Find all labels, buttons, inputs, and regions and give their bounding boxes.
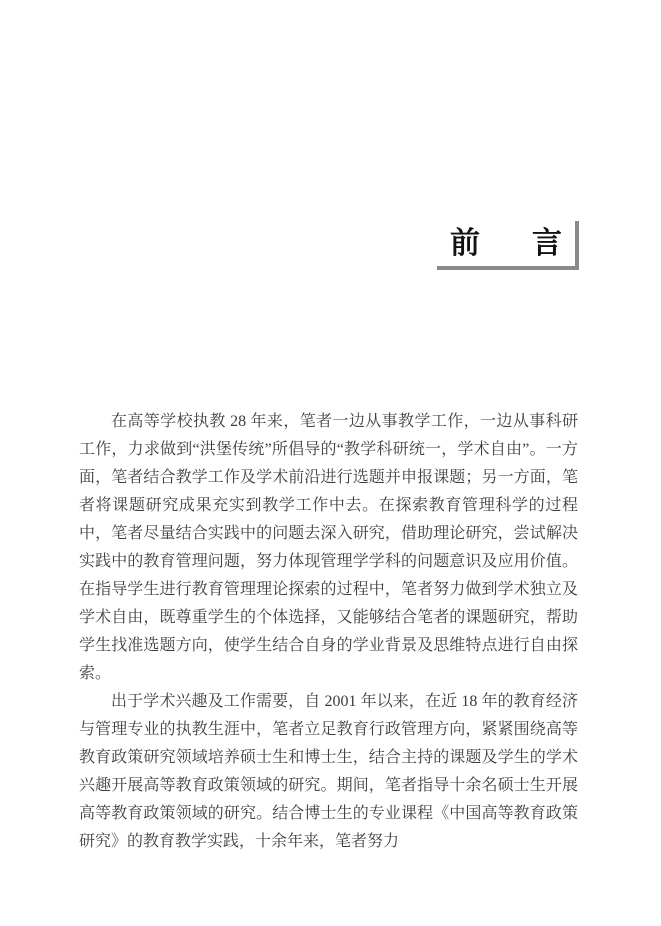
preface-title-char-left: 前 — [450, 226, 480, 260]
preface-paragraph-1: 在高等学校执教 28 年来，笔者一边从事教学工作，一边从事科研工作，力求做到“洪堡传统”所倡导的“教学科研统一，学术自由”。一方面，笔者结合教学工作及学术前沿进行选题并申报课题；另一方面，笔者将课题研究成果充实到教学工作中去。在探索教育管理科学的过程中，笔者尽量结合实践中的问题去深入研究，借助理论研究，尝试解决实践中的教育管理问题，努力体现管理学学科的问题意识及应用价值。在指导学生进行教育管理理论探索的过程中，笔者努力做到学术独立及学术自由，既尊重学生的个体选择，又能够结合笔者的课题研究，帮助学生找准选题方向，使学生结合自身的学业背景及思维特点进行自由探索。 — [79, 413, 578, 682]
preface-title-char-right: 言 — [532, 226, 562, 260]
preface-paragraph-2: 出于学术兴趣及工作需要，自 2001 年以来，在近 18 年的教育经济与管理专业的执教生涯中，笔者立足教育行政管理方向，紧紧围绕高等教育政策研究领域培养硕士生和博士生，结合主持的课题及学生的学术兴趣开展高等教育政策领域的研究。期间，笔者指导十余名硕士生开展高等教育政策领域的研究。结合博士生的专业课程《中国高等教育政策研究》的教育教学实践，十余年来，笔者努力 — [79, 693, 578, 850]
preface-body — [79, 408, 578, 856]
preface-title-block — [437, 221, 579, 270]
